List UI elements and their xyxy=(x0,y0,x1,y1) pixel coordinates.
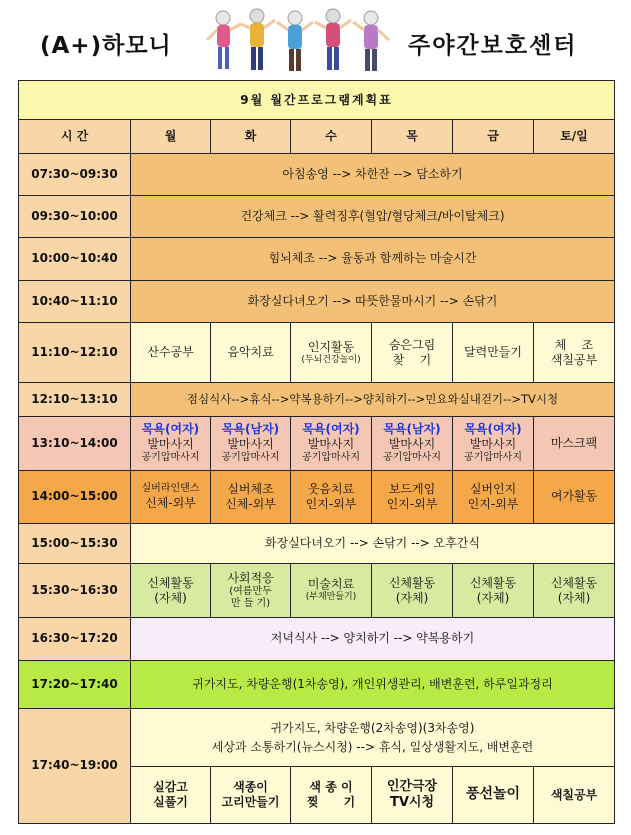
activity-thu xyxy=(372,416,453,470)
activity-line: 실풀기 xyxy=(153,795,188,810)
bath-label: 목욕(남자) xyxy=(221,422,280,437)
activity-fri xyxy=(453,471,534,523)
activity-fri: 풍선놀이 xyxy=(453,767,534,824)
activity-line: 공기압마사지 xyxy=(302,452,360,464)
activity-line: 신체활동 xyxy=(388,575,436,590)
monthly-schedule-table xyxy=(18,80,615,824)
activity-line: 찢 기 xyxy=(306,795,356,810)
center-name-right: 주야간보호센터 xyxy=(408,33,578,59)
activity-cell: 저녁식사 --> 양치하기 --> 약복용하기 xyxy=(131,618,615,660)
table-row xyxy=(19,660,615,708)
dancer-1 xyxy=(207,11,241,69)
activity-weekend-line2: 색칠공부 xyxy=(550,352,598,367)
page-header xyxy=(0,0,631,82)
activity-line: (자체) xyxy=(557,590,591,605)
activity-line: TV시청 xyxy=(389,795,435,811)
table-row xyxy=(19,383,615,416)
activity-line: 인지-외부 xyxy=(467,496,519,511)
activity-tue xyxy=(211,471,291,523)
activity-line: 실감고 xyxy=(153,780,188,795)
activity-wed xyxy=(291,767,372,824)
dancing-seniors-illustration xyxy=(205,4,395,78)
activity-line: 실버인지 xyxy=(469,481,517,496)
activity-line: (여름만두 xyxy=(229,585,272,597)
activity-wed-main: 인지활동 xyxy=(307,339,355,354)
time-slot: 15:30~16:30 xyxy=(19,563,131,617)
activity-cell: 아침송영 --> 차한잔 --> 담소하기 xyxy=(131,153,615,195)
activity-tue: 음악치료 xyxy=(211,322,291,382)
activity-wed-sub: (두뇌건강놀이) xyxy=(301,354,361,365)
table-row xyxy=(19,523,615,563)
time-slot: 17:20~17:40 xyxy=(19,660,131,708)
table-row xyxy=(19,471,615,523)
activity-cell: 점심식사-->휴식-->약복용하기-->양치하기-->민요와실내걷기-->TV시청 xyxy=(131,383,615,416)
activity-line: 인간극장 xyxy=(386,778,438,794)
activity-thu-line1: 숨은그림 xyxy=(388,337,436,352)
table-row xyxy=(19,416,615,470)
activity-line: 신체-외부 xyxy=(145,495,196,510)
activity-mon: 산수공부 xyxy=(131,322,211,382)
activity-mon xyxy=(131,416,211,470)
activity-tue xyxy=(211,767,291,824)
activity-line: 색 종 이 xyxy=(309,780,353,795)
activity-thu xyxy=(372,322,453,382)
col-header-wed: 수 xyxy=(291,120,372,153)
col-header-thu: 목 xyxy=(372,120,453,153)
time-slot: 13:10~14:00 xyxy=(19,416,131,470)
activity-mon xyxy=(131,471,211,523)
bath-label: 목욕(여자) xyxy=(302,422,360,437)
activity-line: 신체-외부 xyxy=(225,496,276,511)
table-row xyxy=(19,280,615,322)
activity-line: 실버체조 xyxy=(227,481,274,496)
activity-line: 만 들 기) xyxy=(230,598,271,610)
activity-tue xyxy=(211,416,291,470)
activity-thu xyxy=(372,471,453,523)
activity-thu xyxy=(372,767,453,824)
activity-line: 발마사지 xyxy=(307,437,355,452)
activity-line: 색종이 xyxy=(233,780,268,795)
table-row xyxy=(19,708,615,766)
time-slot: 10:00~10:40 xyxy=(19,238,131,280)
activity-line: 인지-외부 xyxy=(305,496,357,511)
time-slot: 09:30~10:00 xyxy=(19,195,131,237)
activity-line: (자체) xyxy=(154,590,187,605)
activity-wed xyxy=(291,416,372,470)
activity-wed xyxy=(291,322,372,382)
activity-cell xyxy=(131,708,615,766)
activity-line: 실버라인댄스 xyxy=(141,483,200,495)
activity-weekend-line1: 체 조 xyxy=(554,337,594,352)
activity-cell: 건강체크 --> 활력징후(혈압/혈당체크/바이탈체크) xyxy=(131,195,615,237)
activity-weekend: 여가활동 xyxy=(534,471,615,523)
activity-thu-line2: 찾 기 xyxy=(392,352,432,367)
activity-line: (부채만들기) xyxy=(305,592,357,603)
activity-line: 발마사지 xyxy=(227,437,274,452)
activity-wed xyxy=(291,471,372,523)
activity-line: 공기압마사지 xyxy=(141,452,200,464)
table-row xyxy=(19,153,615,195)
activity-wed xyxy=(291,563,372,617)
activity-weekend: 색칠공부 xyxy=(534,767,615,824)
activity-line: 사회적응 xyxy=(227,570,274,585)
time-slot: 11:10~12:10 xyxy=(19,322,131,382)
activity-mon xyxy=(131,563,211,617)
col-header-time: 시 간 xyxy=(19,120,131,153)
column-header-row xyxy=(19,120,615,153)
activity-fri xyxy=(453,416,534,470)
activity-line: 귀가지도, 차량운행(2차송영)(3차송영) xyxy=(270,720,475,735)
bath-label: 목욕(여자) xyxy=(464,422,522,437)
time-slot: 12:10~13:10 xyxy=(19,383,131,416)
table-row xyxy=(19,618,615,660)
activity-line: 발마사지 xyxy=(469,437,517,452)
activity-line: 공기압마사지 xyxy=(464,452,522,464)
col-header-mon: 월 xyxy=(131,120,211,153)
center-name-left: (A+)하모니 xyxy=(40,33,172,59)
activity-line: (자체) xyxy=(476,590,510,605)
activity-line: 신체활동 xyxy=(147,575,194,590)
activity-mon xyxy=(131,767,211,824)
activity-line: 발마사지 xyxy=(147,437,194,452)
dancer-2 xyxy=(241,9,275,70)
activity-weekend: 마스크팩 xyxy=(534,416,615,470)
activity-cell: 화장실다녀오기 --> 손닦기 --> 오후간식 xyxy=(131,523,615,563)
activity-tue xyxy=(211,563,291,617)
activity-weekend xyxy=(534,322,615,382)
time-slot: 16:30~17:20 xyxy=(19,618,131,660)
dancer-4 xyxy=(315,9,351,70)
activity-line: 미술치료 xyxy=(307,577,355,592)
activity-line: 보드게임 xyxy=(388,481,436,496)
activity-cell: 화장실다녀오기 --> 따뜻한물마시기 --> 손닦기 xyxy=(131,280,615,322)
activity-line: 세상과 소통하기(뉴스시청) --> 휴식, 일상생활지도, 배변훈련 xyxy=(211,739,534,754)
activity-thu xyxy=(372,563,453,617)
activity-line: 신체활동 xyxy=(469,575,517,590)
col-header-weekend: 토/일 xyxy=(534,120,615,153)
activity-line: 고리만들기 xyxy=(221,795,280,810)
activity-weekend xyxy=(534,563,615,617)
dancer-5 xyxy=(353,11,389,71)
time-slot: 14:00~15:00 xyxy=(19,471,131,523)
activity-line: 공기압마사지 xyxy=(383,452,441,464)
activity-cell: 귀가지도, 차량운행(1차송영), 개인위생관리, 배변훈련, 하루일과정리 xyxy=(131,660,615,708)
activity-line: (자체) xyxy=(395,590,429,605)
table-row xyxy=(19,322,615,382)
table-row xyxy=(19,195,615,237)
table-row xyxy=(19,563,615,617)
bath-label: 목욕(남자) xyxy=(383,422,441,437)
activity-fri xyxy=(453,563,534,617)
time-slot: 07:30~09:30 xyxy=(19,153,131,195)
table-row xyxy=(19,238,615,280)
dancer-3 xyxy=(277,11,313,71)
time-slot: 17:40~19:00 xyxy=(19,708,131,823)
activity-line: 공기압마사지 xyxy=(221,452,280,464)
activity-cell: 힘뇌체조 --> 율동과 함께하는 마술시간 xyxy=(131,238,615,280)
activity-fri: 달력만들기 xyxy=(453,322,534,382)
col-header-tue: 화 xyxy=(211,120,291,153)
activity-line: 신체활동 xyxy=(550,575,598,590)
schedule-title: 9월 월간프로그램계획표 xyxy=(19,81,615,120)
activity-line: 인지-외부 xyxy=(386,496,438,511)
activity-line: 웃음치료 xyxy=(307,481,355,496)
time-slot: 10:40~11:10 xyxy=(19,280,131,322)
activity-line: 발마사지 xyxy=(388,437,436,452)
col-header-fri: 금 xyxy=(453,120,534,153)
time-slot: 15:00~15:30 xyxy=(19,523,131,563)
bath-label: 목욕(여자) xyxy=(141,422,200,437)
